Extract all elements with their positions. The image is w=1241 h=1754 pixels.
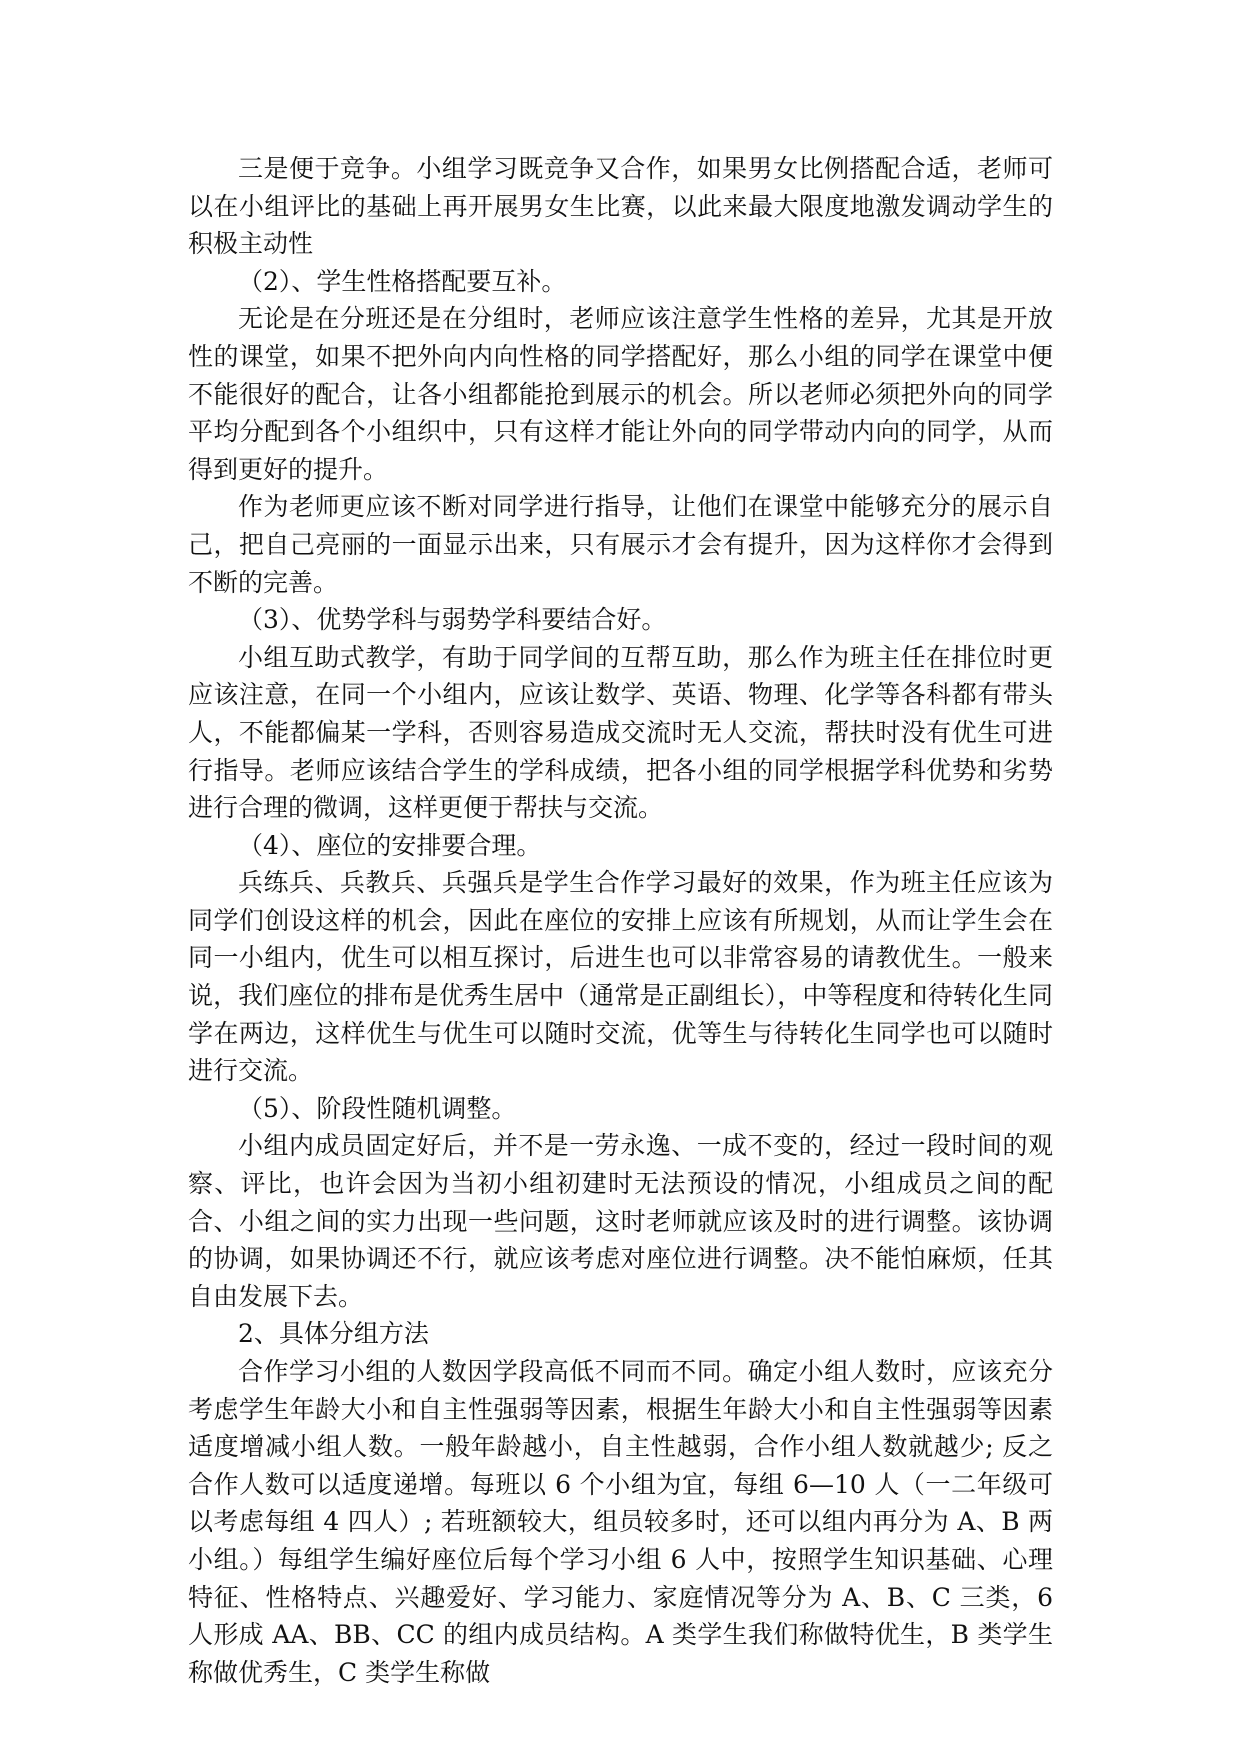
heading-personality-match: （2）、学生性格搭配要互补。 [238,266,567,296]
document-body [188,150,1053,1691]
heading-seating: （4）、座位的安排要合理。 [238,830,542,860]
heading-adjustment: （5）、阶段性随机调整。 [238,1093,517,1123]
paragraph-teacher-guidance: 作为老师更应该不断对同学进行指导，让他们在课堂中能够充分的展示自己，把自己亮丽的一面显示出来，只有展示才会有提升，因为这样你才会得到不断的完善。 [188,492,1053,597]
paragraph-personality-difference: 无论是在分班还是在分组时，老师应该注意学生性格的差异，尤其是开放性的课堂，如果不把外向内向性格的同学搭配好，那么小组的同学在课堂中便不能很好的配合，让各小组都能抢到展示的机会。所以老师必须把外向的同学平均分配到各个小组织中，只有这样才能让外向的同学带动内向的同学，从而得到更好的提升。 [188,304,1053,484]
heading-grouping-method: 2、具体分组方法 [238,1319,429,1349]
paragraph-grouping-method: 合作学习小组的人数因学段高低不同而不同。确定小组人数时，应该充分考虑学生年龄大小和自主性强弱等因素，根据生年龄大小和自主性强弱等因素适度增减小组人数。一般年龄越小，自主性越弱，合作小组人数就越少; 反之合作人数可以适度递增。每班以 6 个小组为宜，每组 6—10 人（一二年级可以考虑每组 4 四人）; 若班额较大，组员较多时，还可以组内再分为 A、B 两小组。）每组学生编好座位后每个学习小组 6 人中，按照学生知识基础、心理特征、性格特点、兴趣爱好、学习能力、家庭情况等分为 A、B、C 三类，6 人形成 AA、BB、CC 的组内成员结构。A 类学生我们称做特优生，B 类学生称做优秀生，C 类学生称做 [188,1357,1053,1687]
paragraph-competition: 三是便于竞争。小组学习既竞争又合作，如果男女比例搭配合适，老师可以在小组评比的基础上再开展男女生比赛，以此来最大限度地激发调动学生的积极主动性 [188,154,1053,259]
paragraph-seating: 兵练兵、兵教兵、兵强兵是学生合作学习最好的效果，作为班主任应该为同学们创设这样的机会，因此在座位的安排上应该有所规划，从而让学生会在同一小组内，优生可以相互探讨，后进生也可以非常容易的请教优生。一般来说，我们座位的排布是优秀生居中（通常是正副组长），中等程度和待转化生同学在两边，这样优生与优生可以随时交流，优等生与待转化生同学也可以随时进行交流。 [188,868,1053,1086]
paragraph-adjustment: 小组内成员固定好后，并不是一劳永逸、一成不变的，经过一段时间的观察、评比，也许会因为当初小组初建时无法预设的情况，小组成员之间的配合、小组之间的实力出现一些问题，这时老师就应该及时的进行调整。该协调的协调，如果协调还不行，就应该考虑对座位进行调整。决不能怕麻烦，任其自由发展下去。 [188,1131,1053,1311]
heading-subject-balance: （3）、优势学科与弱势学科要结合好。 [238,605,667,635]
paragraph-subject-balance: 小组互助式教学，有助于同学间的互帮互助，那么作为班主任在排位时更应该注意，在同一个小组内，应该让数学、英语、物理、化学等各科都有带头人，不能都偏某一学科，否则容易造成交流时无人交流，帮扶时没有优生可进行指导。老师应该结合学生的学科成绩，把各小组的同学根据学科优势和劣势进行合理的微调，这样更便于帮扶与交流。 [188,642,1053,823]
